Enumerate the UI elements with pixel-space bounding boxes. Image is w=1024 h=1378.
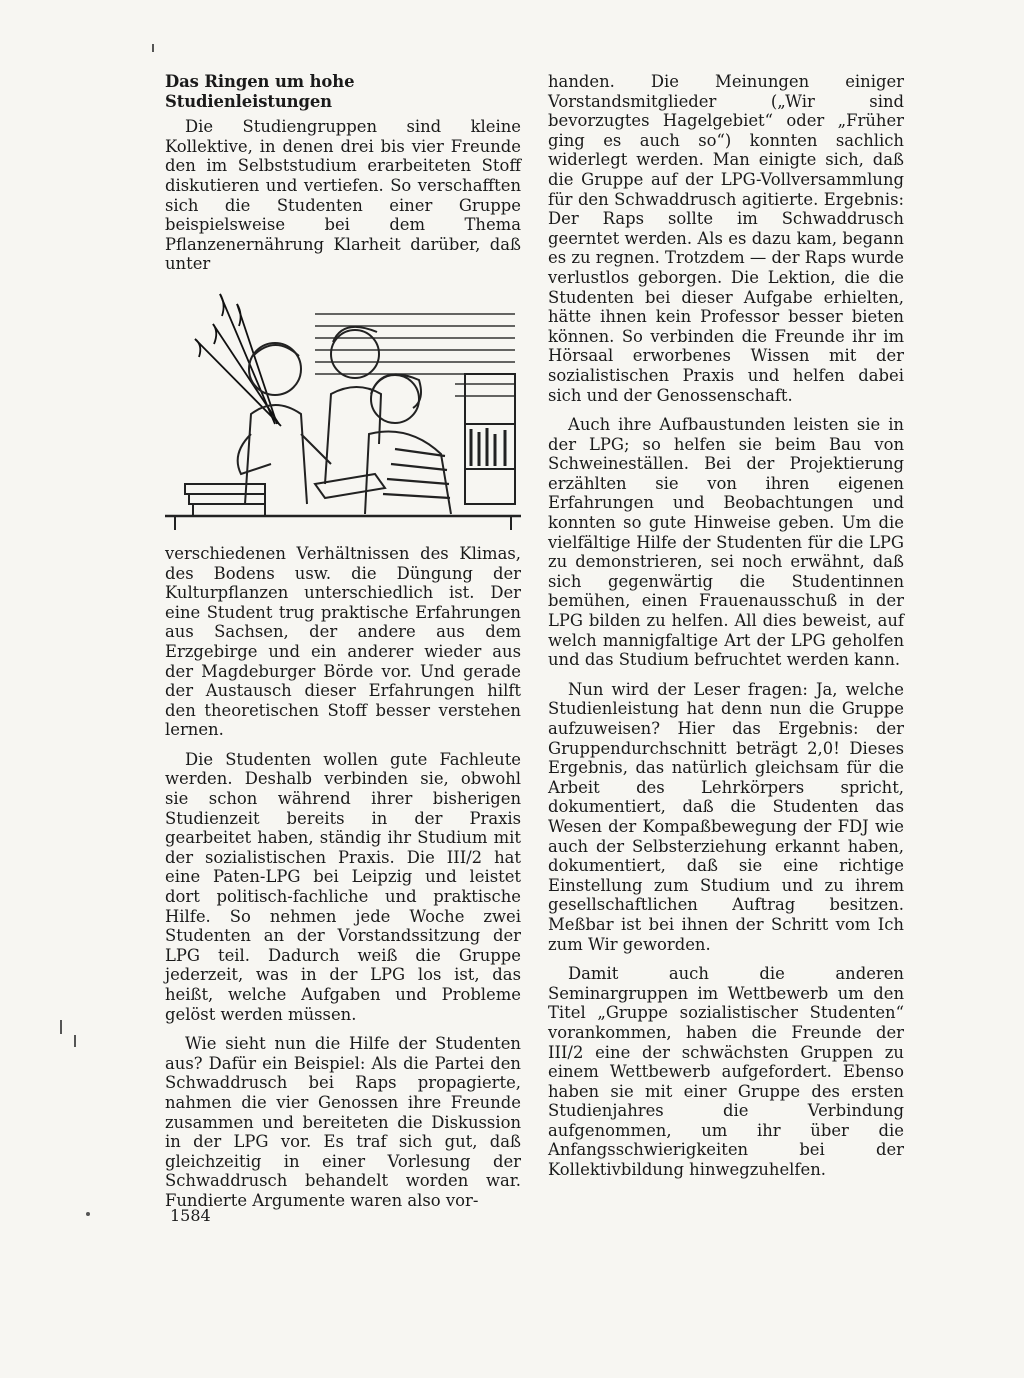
paragraph: handen. Die Meinungen einiger Vorstandsmitglieder („Wir sind bevorzugtes Hagelgebiet“ oder „Früher ging es auch so“) konnten sachlich widerlegt werden. Man einigte sich, daß die Gruppe auf der LPG-Vollversammlung für den Schwaddrusch agitierte. Ergebnis: Der Raps sollte im Schwaddrusch geerntet werden. Als es dazu kam, begann es zu regnen. Trotzdem — der Raps wurde verlustlos geborgen. Die Lektion, die die Studenten bei dieser Aufgabe erhielten, hätte ihnen kein Professor besser bieten können. So verbinden die Freunde ihr im Hörsaal erworbenes Wissen mit der sozialistischen Praxis und helfen dabei sich und der Genossenschaft. [548,72,904,405]
scan-speck [74,1035,76,1047]
page-number: 1584 [170,1206,211,1225]
paragraph: Wie sieht nun die Hilfe der Studenten aus? Dafür ein Beispiel: Als die Partei den Schwaddrusch bei Raps propagierte, nahmen die vier Genossen ihre Freunde zusammen und bereiteten die Diskussion in der LPG vor. Es traf sich gut, daß gleichzeitig in einer Vorlesung der Schwaddrusch behandelt worden war. Fundierte Argumente waren also vor- [165,1034,521,1210]
paragraph: Die Studiengruppen sind kleine Kollektive, in denen drei bis vier Freunde den im Selbststudium erarbeiteten Stoff diskutieren und vertiefen. So verschafften sich die Studenten einer Gruppe beispielsweise bei dem Thema Pflanzenernährung Klarheit darüber, daß unter [165,117,521,274]
scan-speck [86,1212,90,1216]
illustration-students-with-grain [165,284,521,530]
section-heading: Das Ringen um hohe Studienleistungen [165,72,355,111]
paragraph: Nun wird der Leser fragen: Ja, welche Studienleistung hat denn nun die Gruppe aufzuweisen? Hier das Ergebnis: der Gruppendurchschnitt beträgt 2,0! Dieses Ergebnis, das natürlich gleichsam für die Arbeit des Lehrkörpers spricht, dokumentiert, daß die Studenten das Wesen der Kompaßbewegung der FDJ wie auch der Selbsterziehung erkannt haben, dokumentiert, daß sie eine richtige Einstellung zum Studium und zu ihrem gesellschaftlichen Auftrag besitzen. Meßbar ist bei ihnen der Schritt vom Ich zum Wir geworden. [548,679,904,954]
scan-speck [60,1020,62,1034]
scan-speck [152,44,154,52]
paragraph: Auch ihre Aufbaustunden leisten sie in der LPG; so helfen sie beim Bau von Schweineställen. Bei der Projektierung erzählten sie von ihren eigenen Erfahrungen und Beobachtungen und konnten so gute Hinweise geben. Um die vielfältige Hilfe der Studenten für die LPG zu demonstrieren, sei noch erwähnt, daß sich gegenwärtig die Studentinnen bemühen, einen Frauenausschuß in der LPG bilden zu helfen. All dies beweist, auf welch mannigfaltige Art der LPG geholfen und das Studium befruchtet werden kann. [548,415,904,670]
paragraph: Damit auch die anderen Seminargruppen im Wettbewerb um den Titel „Gruppe sozialistischer Studenten“ vorankommen, haben die Freunde der III/2 eine der schwächsten Gruppen zu einem Wettbewerb aufgefordert. Ebenso haben sie mit einer Gruppe des ersten Studienjahres die Verbindung aufgenommen, um ihr über die Anfangsschwierigkeiten bei der Kollektivbildung hinwegzuhelfen. [548,964,904,1180]
right-column [548,72,904,1190]
paragraph: Die Studenten wollen gute Fachleute werden. Deshalb verbinden sie, obwohl sie schon während ihrer bisherigen Studienzeit bereits in der Praxis gearbeitet haben, ständig ihr Studium mit der sozialistischen Praxis. Die III/2 hat eine Paten-LPG bei Leipzig und leistet dort politisch-fachliche und praktische Hilfe. So nehmen jede Woche zwei Studenten an der Vorstandssitzung der LPG teil. Dadurch weiß die Gruppe jederzeit, was in der LPG los ist, das heißt, welche Aufgaben und Probleme gelöst werden müssen. [165,749,521,1024]
left-column [165,72,521,1221]
paragraph: verschiedenen Verhältnissen des Klimas, des Bodens usw. die Düngung der Kulturpflanzen unterschiedlich ist. Der eine Student trug praktische Erfahrungen aus Sachsen, der andere aus dem Erzgebirge und ein anderer wieder aus der Magdeburger Börde vor. Und gerade der Austausch dieser Erfahrungen hilft den theoretischen Stoff besser verstehen lernen. [165,543,521,740]
